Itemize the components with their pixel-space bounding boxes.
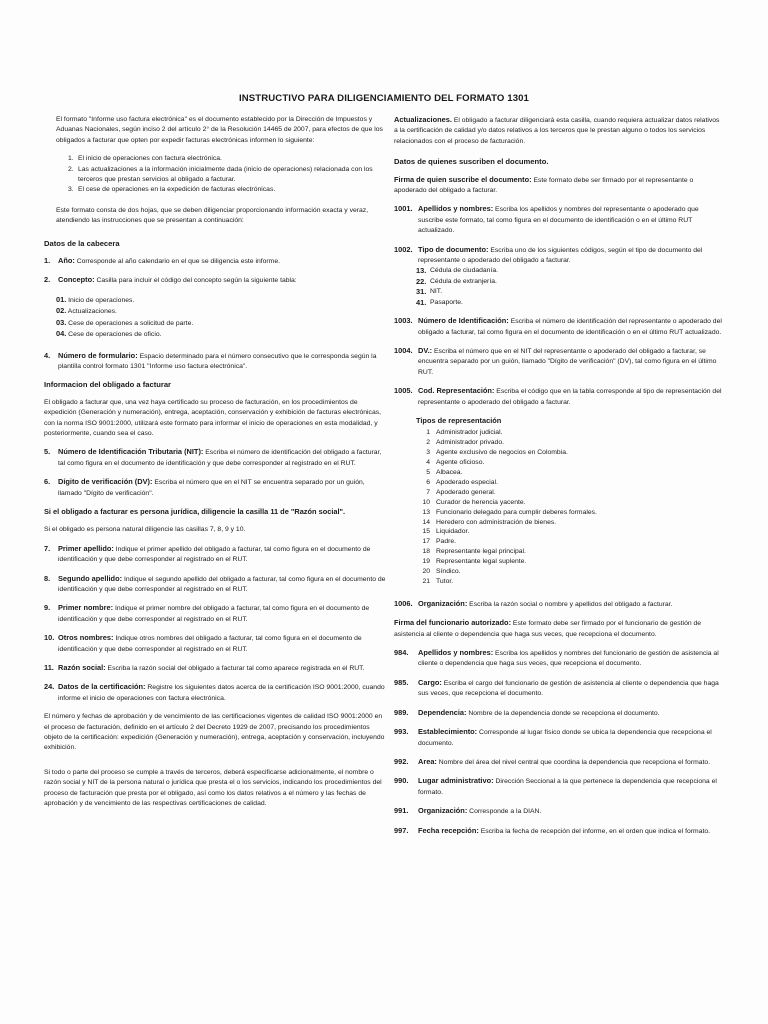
list-item: 6 Apoderado especial. xyxy=(426,478,498,486)
firma-funcionario-paragraph: Firma del funcionario autorizado: Este formato debe ser firmado por el funcionario de gestión de asistencia al cliente o dependencia que haga sus veces, que recepciona el documento. xyxy=(394,618,702,638)
field-1-ano: 1. Año: Corresponde al año calendario en el que se diligencia este informe. xyxy=(44,256,280,266)
list-item: 21 Tutor. xyxy=(422,577,454,585)
list-item: 15 Liquidador. xyxy=(422,528,470,536)
obligado-paragraph: El obligado a facturar que, una vez haya certificado su proceso de facturación, en los procedimientos de expedición (Generación y numeración), entrega, aceptación, conservación y exhibición de facturas electrónicas, con la norma ISO 9001:2000, utilizará este formato para informar el inicio de operaciones en esta modalidad, y posteriormente, cuando sea el caso. xyxy=(44,398,382,437)
field-1004-dv: 1004. DV.: Escriba el número que en el NIT del representante o apoderado del obligado a facturar, se encuentra separado por un guión, llamado "Dígito de verificación" (DV), tal como figura en el último RUT. xyxy=(394,345,717,376)
field-6-dv: 6. Dígito de verificación (DV): Escriba el número que en el NIT se encuentra separado por un guión, llamado "Dígito de verificación". xyxy=(44,477,365,497)
list-item: 2 Administrador privado. xyxy=(426,439,504,447)
natural-note: Si el obligado es persona natural diligencie las casillas 7, 8, 9 y 10. xyxy=(44,526,246,534)
field-993-establecimiento: 993. Establecimiento: Corresponde al lugar físico donde se ubica la dependencia que recepciona el documento. xyxy=(394,727,712,747)
representation-types xyxy=(394,416,724,587)
list-item: 14 Heredero con administración de bienes. xyxy=(422,518,557,526)
list-item: 20 Síndico. xyxy=(422,568,461,576)
field-989-dependencia: 989. Dependencia: Nombre de la dependencia donde se recepciona el documento. xyxy=(394,707,660,717)
list-item: 18 Representante legal principal. xyxy=(422,548,526,556)
list-item: 13 Funcionario delegado para cumplir deberes formales. xyxy=(422,508,597,516)
field-10-otros-nombres: 10. Otros nombres: Indique otros nombres del obligado a facturar, tal como figura en el documento de identificación y que debe corresponder al registrado en el RUT. xyxy=(44,633,362,653)
representation-types-title: Tipos de representación xyxy=(416,415,502,425)
list-item: 17 Padre. xyxy=(422,538,457,546)
field-1001-apellidos-nombres: 1001. Apellidos y nombres: Escriba los apellidos y nombres del representante o apoderado que suscribe este formato, tal como figura en el documento de identificación o en el último RUT actualizado. xyxy=(394,204,699,235)
left-column xyxy=(44,115,389,810)
list-item: 3. El cese de operaciones en la expedición de facturas electrónicas. xyxy=(68,186,276,194)
list-item: 7 Apoderado general. xyxy=(426,488,496,496)
field-11-razon-social: 11. Razón social: Escriba la razón social del obligado a facturar tal como aparece registrada en el RUT. xyxy=(44,663,365,673)
field-992-area: 992. Area: Nombre del área del nivel central que coordina la dependencia que recepciona el formato. xyxy=(394,756,711,766)
actualizaciones-paragraph: Actualizaciones. El obligado a facturar diligenciará esta casilla, cuando requiera actualizar datos relativos a la certificación de calidad y/o datos relativos a los terceros que le prestan alguno o todos los servicios relacionados con el proceso de facturación. xyxy=(394,115,720,145)
field-2-concepto: 2. Concepto: Casilla para incluir el código del concepto según la siguiente tabla: xyxy=(44,275,297,285)
list-item: 2. Las actualizaciones a la información inicialmente dada (inicio de operaciones) relacionada con los terceros que prestan servicios al obligado a facturar. xyxy=(68,165,373,184)
doc-type-codes xyxy=(394,266,724,308)
consta-paragraph: Este formato consta de dos hojas, que se deben diligenciar proporcionando información exacta y veraz, atendiendo las instrucciones que se presentan a continuación: xyxy=(56,206,369,225)
list-item: 02. Actualizaciones. xyxy=(56,306,117,316)
field-1006-organizacion: 1006. Organización: Escriba la razón social o nombre y apellidos del obligado a facturar. xyxy=(394,598,673,608)
list-item: 03. Cese de operaciones a solicitud de parte. xyxy=(56,317,194,327)
field-991-organizacion: 991. Organización: Corresponde a la DIAN. xyxy=(394,806,542,816)
certificacion-paragraph: El número y fechas de aprobación y de vencimiento de las certificaciones vigentes de calidad ISO 9001:2000 en el proceso de facturación, definido en el artículo 2 del Decreto 1929 de 2007, precisando los procedimientos objeto de la certificación: expedición (Generación y numeración), entrega, aceptación y conservación, incluyendo exhibición. xyxy=(44,713,385,752)
list-item: 4 Agente oficioso. xyxy=(426,459,485,467)
list-item: 19 Representante legal suplente. xyxy=(422,558,527,566)
list-item: 5 Albacea. xyxy=(426,468,463,476)
field-990-lugar-administrativo: 990. Lugar administrativo: Dirección Seccional a la que pertenece la dependencia que recepciona el formato. xyxy=(394,776,717,796)
list-item: 1 Administrador judicial. xyxy=(426,429,503,437)
section-heading-cabecera: Datos de la cabecera xyxy=(44,238,120,248)
concepto-codes xyxy=(44,295,389,341)
field-9-primer-nombre: 9. Primer nombre: Indique el primer nombre del obligado a facturar, tal como figura en el documento de identificación y que debe corresponder al registrado en el RUT. xyxy=(44,603,370,623)
juridica-note: Si el obligado a facturar es persona jurídica, diligencie la casilla 11 de "Razón social". xyxy=(44,506,346,516)
list-item: 1. El inicio de operaciones con factura electrónica. xyxy=(68,155,222,163)
field-985-cargo: 985. Cargo: Escriba el cargo del funcionario de gestión de asistencia al cliente o dependencia que haga sus veces, que recepciona el documento. xyxy=(394,677,719,698)
list-item: 13. Cédula de ciudadanía. xyxy=(416,266,499,276)
list-item: 41. Pasaporte. xyxy=(416,297,463,307)
document-title: INSTRUCTIVO PARA DILIGENCIAMIENTO DEL FORMATO 1301 xyxy=(239,93,529,104)
field-1005-cod-representacion: 1005. Cod. Representación: Escriba el código que en la tabla corresponde al tipo de representación del representante o apoderado del obligado a facturar. xyxy=(394,386,722,406)
section-heading-obligado: Informacion del obligado a facturar xyxy=(44,380,172,390)
right-column xyxy=(394,115,724,845)
field-997-fecha-recepcion: 997. Fecha recepción: Escriba la fecha de recepción del informe, en el orden que indica el formato. xyxy=(394,825,711,835)
field-5-nit: 5. Número de Identificación Tributaria (NIT): Escriba el número de identificación del obligado a facturar, tal como figura en el documento de identificación y que debe corresponder al registrado en el RUT. xyxy=(44,447,382,467)
firma-paragraph: Firma de quien suscribe el documento: Este formato debe ser firmado por el representante o apoderado del obligado a facturar. xyxy=(394,174,694,195)
intro-paragraph: El formato "Informe uso factura electrónica" es el documento establecido por la Dirección de Impuestos y Aduanas Nacionales, según inciso 2 del artículo 2° de la Resolución 14465 de 2007, para efectos de que los obligados a facturar que opten por expedir facturas electrónicas informen lo siguiente: xyxy=(56,116,383,144)
section-heading-suscriben: Datos de quienes suscriben el documento. xyxy=(394,157,549,167)
list-item: 10 Curador de herencia yacente. xyxy=(422,498,526,506)
field-8-segundo-apellido: 8. Segundo apellido: Indique el segundo apellido del obligado a facturar, tal como figura en el documento de identificación y que debe corresponder al registrado en el RUT. xyxy=(44,573,386,593)
list-item: 04. Cese de operaciones de oficio. xyxy=(56,329,162,339)
field-7-primer-apellido: 7. Primer apellido: Indique el primer apellido del obligado a facturar, tal como figura en el documento de identificación y que debe corresponder al registrado en el RUT. xyxy=(44,543,371,564)
field-1002-tipo-documento: 1002. Tipo de documento: Escriba uno de los siguientes códigos, según el tipo de documento del representante o apoderado del obligado a facturar. xyxy=(394,244,703,265)
list-item: 3 Agente exclusivo de negocios en Colombia. xyxy=(426,449,568,457)
intro-list xyxy=(44,154,389,196)
field-1003-numero-identificacion: 1003. Número de Identificación: Escriba el número de identificación del representante o apoderado del obligado a facturar, tal como figura en el documento de identificación o en el último RUT actualizado. xyxy=(394,316,722,336)
list-item: 31. NIT. xyxy=(416,287,443,297)
field-4-formulario: 4. Número de formulario: Espacio determinado para el número consecutivo que le corresponda según la plantilla control formato 1301 "Informe uso factura electrónica". xyxy=(44,350,377,370)
field-24-certificacion: 24. Datos de la certificación: Registre los siguientes datos acerca de la certificación ISO 9001:2000, cuando informe el inicio de operaciones con factura electrónica. xyxy=(44,682,385,702)
list-item: 01. Inicio de operaciones. xyxy=(56,294,135,304)
field-984-apellidos-nombres: 984. Apellidos y nombres: Escriba los apellidos y nombres del funcionario de gestión de asistencia al cliente o dependencia que haga sus veces, que recepciona el documento. xyxy=(394,648,719,668)
terceros-paragraph: Si todo o parte del proceso se cumple a través de terceros, deberá especificarse adicionalmente, el nombre o razón social y NIT de la persona natural o jurídica que presta el o los servicios, indicando los procedimientos del proceso de facturación que presta por el obligado, así como los datos relativos a el número y las fechas de aprobación y de vencimiento de las respectivas certificaciones de calidad. xyxy=(44,768,382,808)
list-item: 22. Cédula de extranjería. xyxy=(416,276,497,286)
